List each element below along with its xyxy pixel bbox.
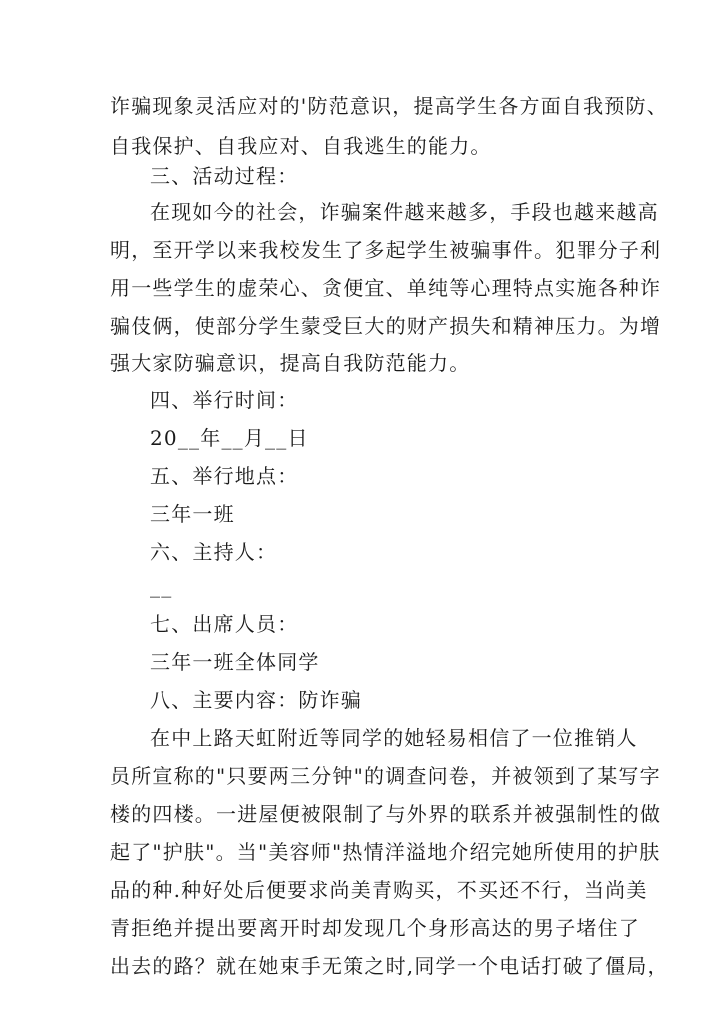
text-line: 品的种.种好处后便要求尚美青购买，不买还不行，当尚美	[110, 878, 648, 902]
section-heading: 七、出席人员：	[150, 612, 299, 636]
section-heading: 八、主要内容：防诈骗	[150, 688, 362, 712]
text-line: 诈骗现象灵活应对的'防范意识，提高学生各方面自我预防、	[110, 94, 668, 118]
section-heading: 五、举行地点：	[150, 464, 299, 488]
text-line: 在中上路天虹附近等同学的她轻易相信了一位推销人	[150, 726, 638, 750]
text-line: 楼的四楼。一进屋便被限制了与外界的联系并被强制性的做	[110, 802, 662, 826]
text-line: 骗伎俩，使部分学生蒙受巨大的财产损失和精神压力。为增	[110, 314, 662, 338]
text-line: 起了"护肤"。当"美容师"热情洋溢地介绍完她所使用的护肤	[110, 840, 661, 864]
text-line: 强大家防骗意识，提高自我防范能力。	[110, 351, 471, 375]
text-line: 青拒绝并提出要离开时却发现几个身形高达的男子堵住了	[110, 916, 640, 940]
text-line: 出去的路？就在她束手无策之时,同学一个电话打破了僵局，	[110, 954, 669, 978]
text-line: 20__年__月__日	[150, 426, 309, 450]
text-line: __	[150, 574, 173, 598]
text-line: 三年一班	[150, 502, 235, 526]
section-heading: 四、举行时间：	[150, 388, 299, 412]
text-line: 明，至开学以来我校发生了多起学生被骗事件。犯罪分子利	[110, 238, 662, 262]
section-heading: 三、活动过程：	[150, 164, 299, 188]
text-line: 员所宣称的"只要两三分钟"的调查问卷，并被领到了某写字	[110, 764, 661, 788]
text-line: 用一些学生的虚荣心、贪便宜、单纯等心理特点实施各种诈	[110, 276, 662, 300]
text-line: 在现如今的社会，诈骗案件越来越多，手段也越来越高	[150, 200, 659, 224]
section-heading: 六、主持人：	[150, 540, 278, 564]
text-line: 自我保护、自我应对、自我逃生的能力。	[110, 134, 492, 158]
text-line: 三年一班全体同学	[150, 650, 320, 674]
